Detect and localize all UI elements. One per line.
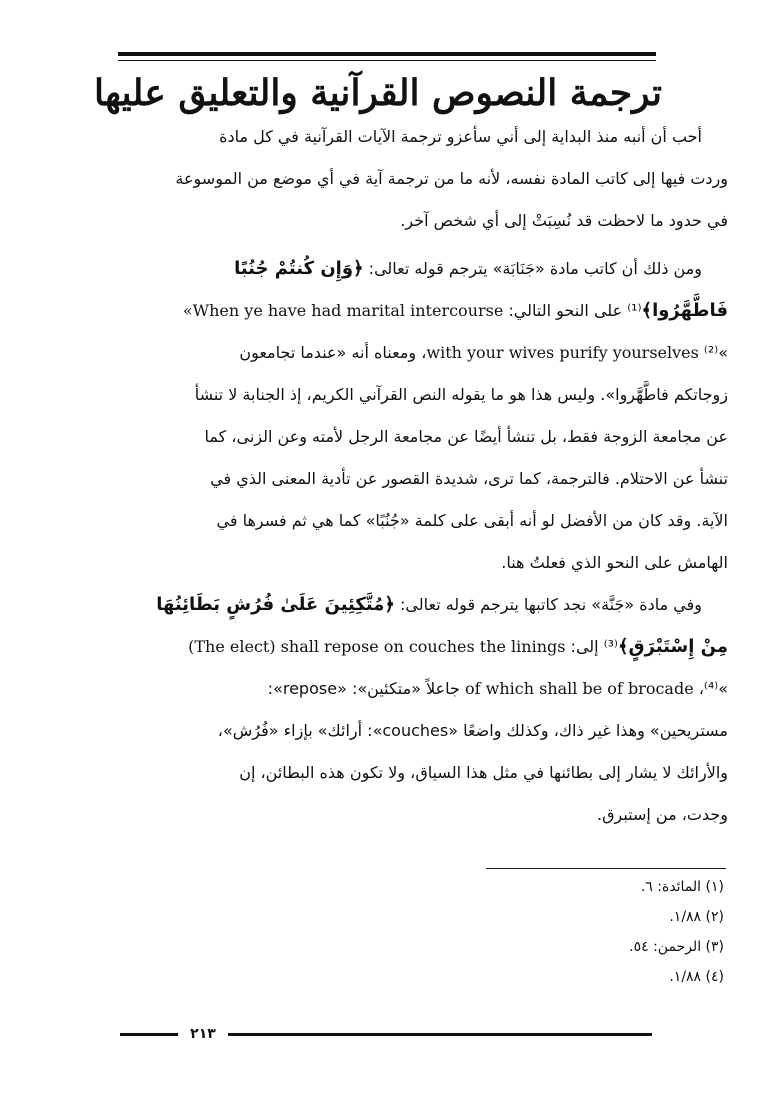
paragraph-janna (28, 584, 728, 836)
top-rule-thin (118, 60, 656, 61)
quran-verse: فَاطَّهَّرُوا﴾ (641, 300, 728, 321)
footnote-separator (486, 868, 726, 869)
text-line: الآية. وقد كان من الأفضل لو أنه أبقى على كلمة «جُنُبًا» كما هي ثم فسرها في (216, 511, 728, 530)
page-footer (120, 1024, 652, 1044)
text-line: مستريحين» وهذا غير ذاك، وكذلك واضعًا «couches»: أرائك» بإزاء «فُرُش»، (217, 721, 728, 740)
english-translation: «When ye have had marital intercourse (182, 301, 504, 320)
text-line (28, 290, 728, 332)
text-line (28, 626, 728, 668)
footnotes (424, 872, 724, 992)
text-line: وجدت، من إستبرق. (597, 805, 728, 824)
text-line (28, 668, 728, 710)
text-span: ومن ذلك أن كاتب مادة «جَنَابَة» يترجم قوله تعالى: (363, 259, 702, 278)
footnote-4: (٤) ١/٨٨. (669, 969, 724, 985)
english-translation: of which shall be of brocade (465, 679, 694, 698)
text-line: أحب أن أنبه منذ البداية إلى أني سأعزو ترجمة الآيات القرآنية في كل مادة (219, 127, 702, 146)
text-span: »⁽²⁾ (698, 343, 728, 362)
footnote-1: (١) المائدة: ٦. (640, 879, 724, 895)
text-line (28, 248, 728, 290)
footer-rule-left (120, 1033, 178, 1036)
paragraph-janaba (28, 248, 728, 584)
text-span: ⁽³⁾ إلى: (565, 637, 618, 656)
paragraph-intro (28, 116, 728, 242)
top-rule-thick (118, 52, 656, 56)
text-line: تنشأ عن الاحتلام. فالترجمة، كما ترى، شديدة القصور عن تأدية المعنى الذي في (210, 469, 728, 488)
page-number: ٢١٣ (190, 1026, 216, 1042)
text-span: ⁽¹⁾ على النحو التالي: (503, 301, 642, 320)
text-span: »⁽⁴⁾، (693, 679, 728, 698)
text-line: الهامش على النحو الذي فعلتُ هنا. (501, 553, 728, 572)
text-line (28, 584, 728, 626)
text-line: عن مجامعة الزوجة فقط، بل تنشأ أيضًا عن مجامعة الرجل لأمته وعن الزنى، كما (204, 427, 728, 446)
text-line (28, 332, 728, 374)
text-line: وردت فيها إلى كاتب المادة نفسه، لأنه ما من ترجمة آية في أي موضع من الموسوعة (175, 169, 728, 188)
page-title: ترجمة النصوص القرآنية والتعليق عليها (93, 72, 662, 114)
english-translation: with your wives purify yourselves (426, 343, 699, 362)
footer-rule-right (228, 1033, 652, 1036)
footnote-2: (٢) ١/٨٨. (669, 909, 724, 925)
quran-verse: ﴿وَإِن كُنتُمْ جُنُبًا (234, 258, 364, 279)
text-line: في حدود ما لاحظت قد نُسِبَتْ إلى أي شخص آخر. (400, 211, 728, 230)
text-line: والأرائك لا يشار إلى بطائنها في مثل هذا السياق، ولا تكون هذه البطائن، إن (239, 763, 728, 782)
quran-verse: مِنْ إِسْتَبْرَقٍ﴾ (617, 636, 728, 657)
text-span: جاعلاً «متكئين»: «repose»: (267, 679, 466, 698)
english-translation: (The elect) shall repose on couches the linings (188, 637, 566, 656)
quran-verse: ﴿مُتَّكِئِينَ عَلَىٰ فُرُشٍ بَطَائِنُهَا (156, 594, 395, 615)
text-line: زوجاتكم فاطَّهَّروا». وليس هذا هو ما يقوله النص القرآني الكريم، إذ الجنابة لا تنشأ (194, 385, 728, 404)
footnote-3: (٣) الرحمن: ٥٤. (629, 939, 724, 955)
text-span: ، ومعناه أنه «عندما تجامعون (239, 343, 427, 362)
text-span: وفي مادة «جَنَّة» نجد كاتبها يترجم قوله تعالى: (394, 595, 702, 614)
